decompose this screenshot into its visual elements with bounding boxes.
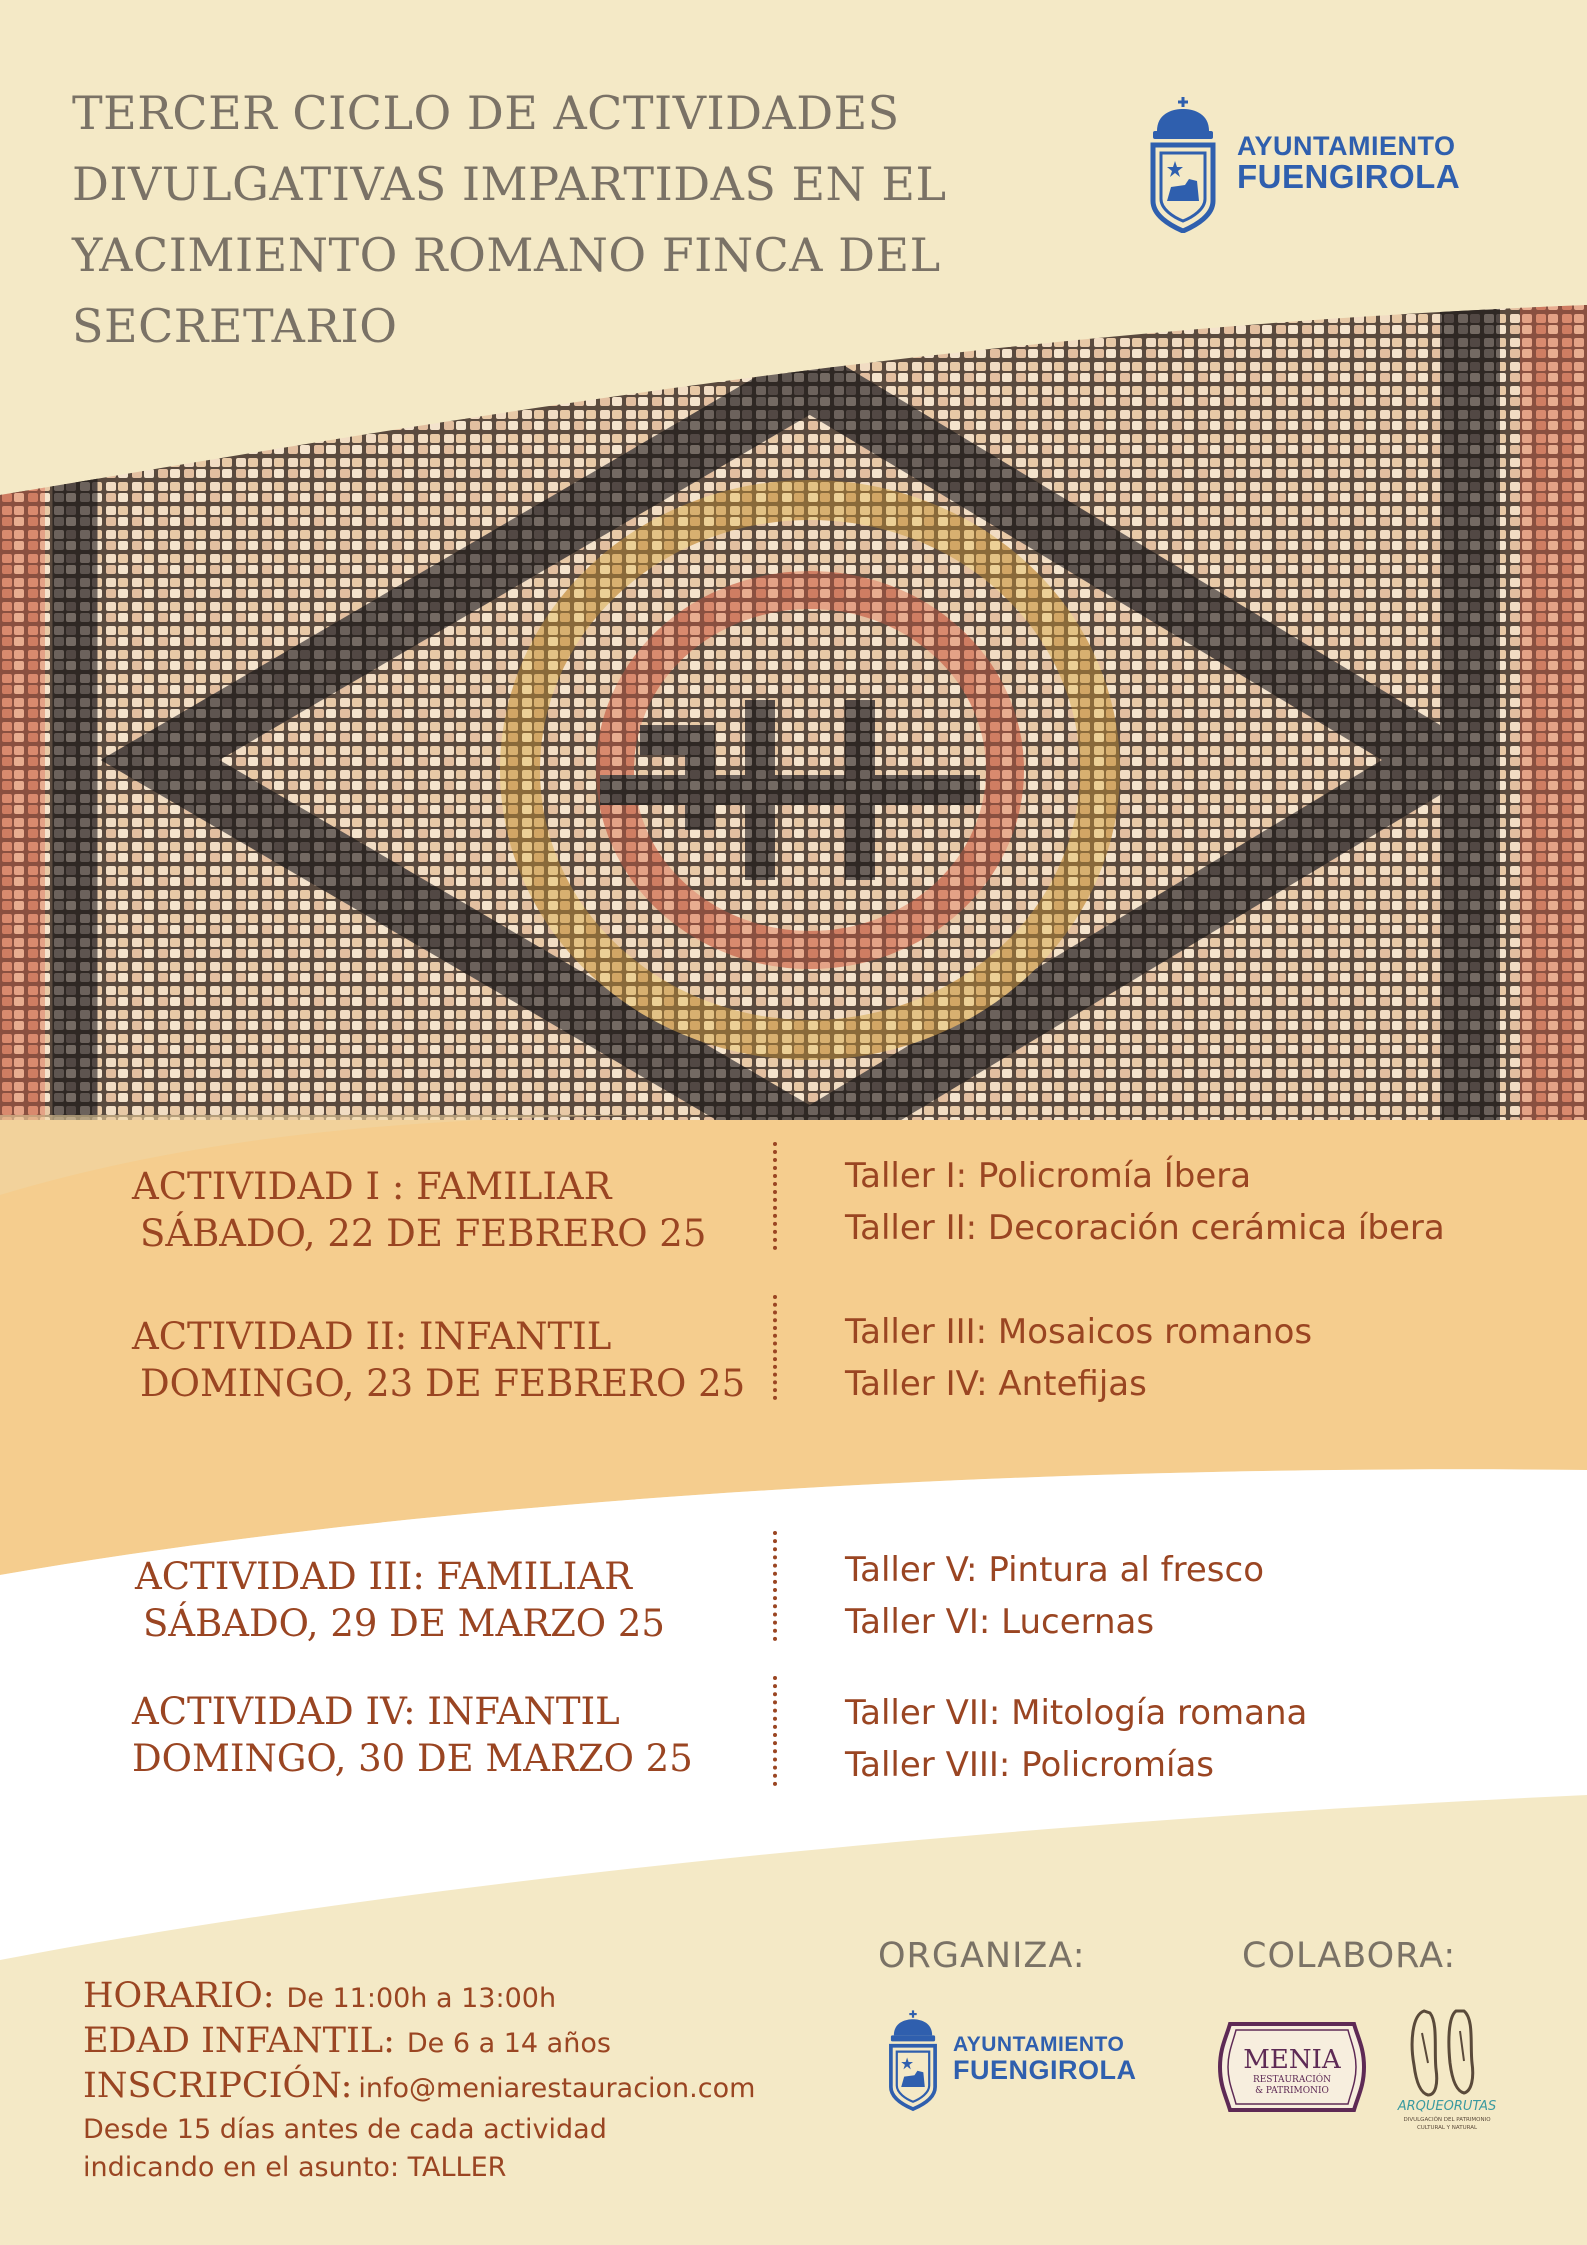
title-line: YACIMIENTO ROMANO FINCA DEL: [72, 228, 941, 282]
horario-value: De 11:00h a 13:00h: [286, 1983, 557, 2014]
arqueorutas-logo: [1382, 2003, 1512, 2133]
taller-item: Taller VIII: Policromías: [845, 1745, 1215, 1785]
activity-4-talleres: [845, 1687, 1545, 1791]
divider-dots: [773, 1531, 777, 1641]
edad-row: [83, 2021, 843, 2066]
activity-date: DOMINGO, 23 DE FEBRERO 25: [140, 1362, 746, 1405]
horario-label: HORARIO:: [83, 1976, 275, 2016]
divider-dots: [773, 1676, 777, 1786]
taller-item: Taller IV: Antefijas: [845, 1364, 1147, 1404]
edad-label: EDAD INFANTIL:: [83, 2021, 395, 2061]
organiza-label: ORGANIZA:: [878, 1936, 1086, 1976]
logo-line2: FUENGIROLA: [953, 2054, 1137, 2085]
ayuntamiento-logo: [1145, 93, 1460, 233]
arqueorutas-sub2: CULTURAL Y NATURAL: [1416, 2125, 1478, 2131]
activity-3-talleres: [845, 1544, 1545, 1648]
taller-item: Taller II: Decoración cerámica íbera: [845, 1208, 1445, 1248]
activity-name: ACTIVIDAD I : FAMILIAR: [132, 1165, 612, 1208]
activity-3: [135, 1553, 755, 1647]
activity-2-talleres: [845, 1306, 1545, 1410]
logo-line2: FUENGIROLA: [1237, 157, 1461, 195]
activity-4: [132, 1688, 752, 1782]
logo-line1: AYUNTAMIENTO: [953, 2032, 1125, 2056]
taller-item: Taller VII: Mitología romana: [845, 1693, 1308, 1733]
title-line: SECRETARIO: [72, 299, 398, 353]
footprints-icon: [1412, 2011, 1473, 2095]
taller-item: Taller I: Policromía Íbera: [845, 1156, 1252, 1196]
activity-date: SÁBADO, 22 DE FEBRERO 25: [140, 1212, 707, 1255]
crest-icon: [885, 2005, 941, 2113]
info-block: [83, 1976, 843, 2187]
organiza-logo: [885, 2005, 1137, 2113]
taller-item: Taller V: Pintura al fresco: [845, 1550, 1264, 1590]
menia-logo: [1218, 2018, 1366, 2116]
page-title: [72, 78, 1002, 362]
taller-item: Taller III: Mosaicos romanos: [845, 1312, 1313, 1352]
inscripcion-row: [83, 2066, 843, 2111]
colabora-label: COLABORA:: [1242, 1936, 1457, 1976]
menia-name: MENIA: [1243, 2045, 1341, 2075]
edad-value: De 6 a 14 años: [406, 2028, 611, 2059]
title-line: TERCER CICLO DE ACTIVIDADES: [72, 86, 900, 140]
activity-date: SÁBADO, 29 DE MARZO 25: [143, 1602, 665, 1645]
activity-name: ACTIVIDAD IV: INFANTIL: [132, 1690, 620, 1733]
activity-2: [132, 1313, 752, 1407]
title-line: DIVULGATIVAS IMPARTIDAS EN EL: [72, 157, 947, 211]
activity-name: ACTIVIDAD II: INFANTIL: [132, 1315, 612, 1358]
activity-date: DOMINGO, 30 DE MARZO 25: [132, 1737, 693, 1780]
divider-dots: [773, 1142, 777, 1250]
note-line: Desde 15 días antes de cada actividad: [83, 2114, 607, 2145]
menia-sub1: RESTAURACIÓN: [1252, 2075, 1332, 2085]
note-line: indicando en el asunto: TALLER: [83, 2152, 507, 2183]
activity-1-talleres: [845, 1150, 1545, 1254]
menia-sub2: & PATRIMONIO: [1255, 2086, 1329, 2096]
arqueorutas-name: ARQUEORUTAS: [1397, 2099, 1497, 2114]
mosaic-image: [0, 300, 1587, 1140]
inscripcion-email[interactable]: info@meniarestauracion.com: [358, 2073, 756, 2104]
activity-1: [132, 1163, 752, 1257]
arqueorutas-sub1: DIVULGACIÓN DEL PATRIMONIO: [1403, 2117, 1491, 2123]
logo-line1: AYUNTAMIENTO: [1237, 130, 1456, 161]
inscripcion-label: INSCRIPCIÓN:: [83, 2066, 353, 2106]
divider-dots: [773, 1295, 777, 1400]
horario-row: [83, 1976, 843, 2021]
taller-item: Taller VI: Lucernas: [845, 1602, 1155, 1642]
activity-name: ACTIVIDAD III: FAMILIAR: [135, 1555, 632, 1598]
crest-icon: [1145, 93, 1221, 233]
